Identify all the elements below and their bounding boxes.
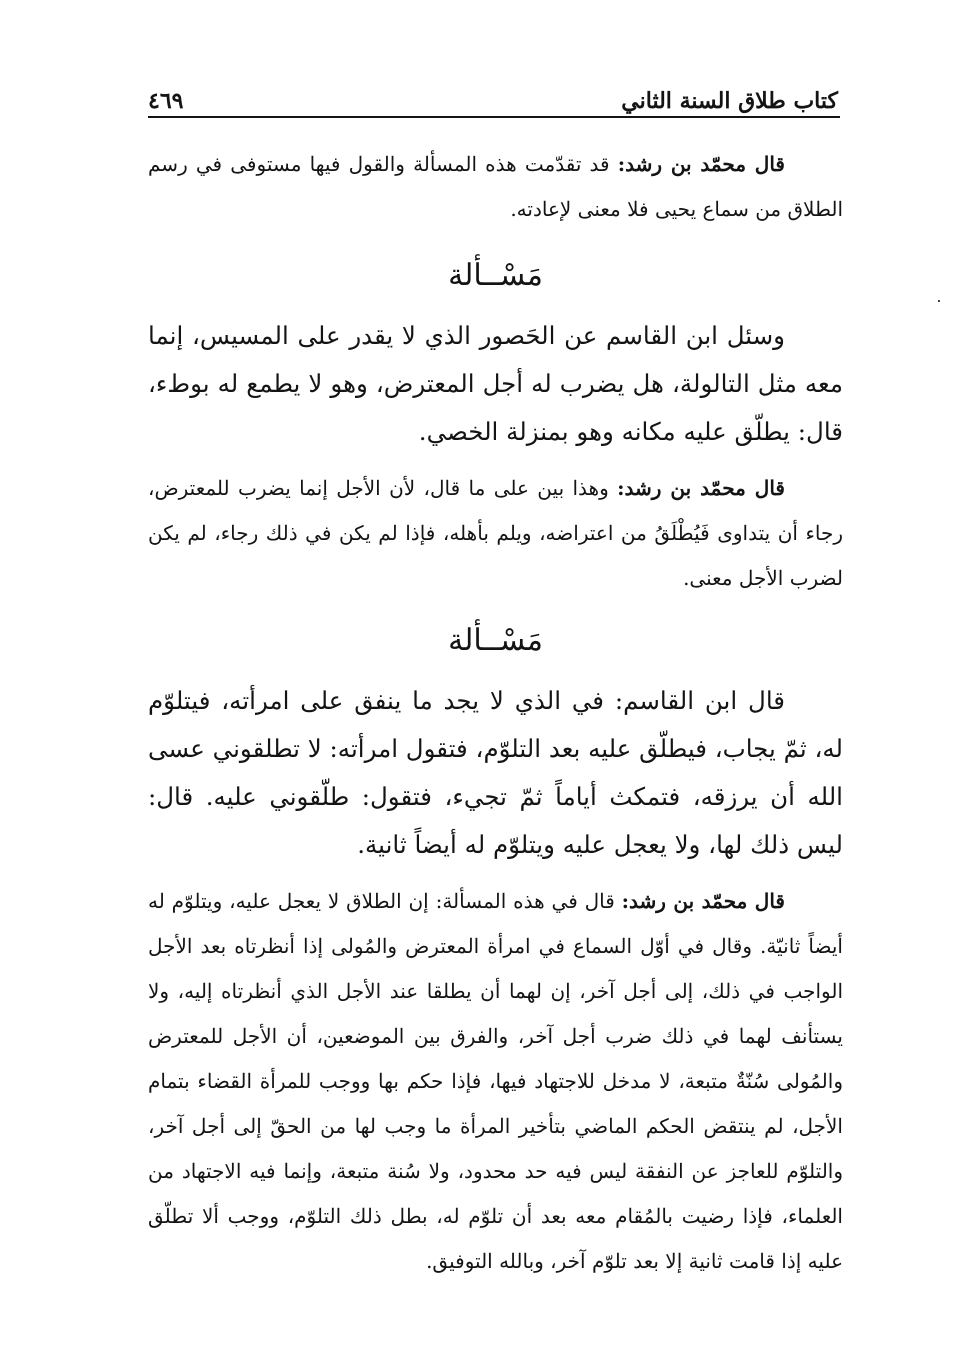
page-number: ٤٦٩ — [148, 88, 184, 114]
paragraph-text: وسئل ابن القاسم عن الحَصور الذي لا يقدر على المسيس، إنما معه مثل التالولة، هل يضرب له أجل المعترض، وهو لا يطمع له بوطء، قال: يطلّق عليه مكانه وهو بمنزلة الخصي. — [148, 321, 843, 446]
paragraph-question-1 — [148, 312, 843, 456]
paragraph-text: قال في هذه المسألة: إن الطلاق لا يعجل عليه، ويتلوّم له أيضاً ثانيّة. وقال في أوّل السماع في امرأة المعترض والمُولى إذا أنظرتاه بعد الأجل الواجب في ذلك، إلى أجل آخر، إن لهما أن يطلقا عند الأجل الذي أنظرتاه إليه، ولا يستأنف لهما في ذلك ضرب أجل آخر، والفرق بين الموضعين، أن الأجل للمعترض والمُولى سُنّةٌ متبعة، لا مدخل للاجتهاد فيها، فإذا حكم بها ووجب للمرأة القضاء بتمام الأجل، لم ينتقض الحكم الماضي بتأخير المرأة ما وجب لها من الحقّ إلى أجل آخر، والتلوّم للعاجز عن النفقة ليس فيه حد محدود، ولا سُنة متبعة، وإنما فيه الاجتهاد من العلماء، فإذا رضيت بالمُقام معه بعد أن تلوّم له، بطل ذلك التلوّم، ووجب ألا تطلّق عليه إذا قامت ثانية إلا بعد تلوّم آخر، وبالله التوفيق. — [148, 889, 843, 1273]
header-rule — [148, 116, 840, 118]
paragraph-question-2 — [148, 677, 843, 869]
paragraph-text: قد تقدّمت هذه المسألة والقول فيها مستوفى في رسم الطلاق من سماع يحيى فلا معنى لإعادته. — [148, 152, 843, 221]
paragraph-text: قال ابن القاسم: في الذي لا يجد ما ينفق على امرأته، فيتلوّم له، ثمّ يجاب، فيطلّق عليه بعد التلوّم، فتقول امرأته: لا تطلقوني عسى الله أن يرزقه، فتمكث أياماً ثمّ تجيء، فتقول: طلّقوني عليه. قال: ليس ذلك لها، ولا يعجل عليه ويتلوّم له أيضاً ثانية. — [148, 686, 843, 859]
page-body — [148, 142, 843, 1284]
section-heading-masala: مَسْــألة — [448, 258, 543, 293]
speaker-label: قال محمّد بن رشد: — [621, 889, 785, 913]
paragraph-commentary-1 — [148, 142, 843, 232]
speaker-label: قال محمّد بن رشد: — [617, 476, 785, 500]
scan-speck — [938, 300, 940, 302]
speaker-label: قال محمّد بن رشد: — [617, 152, 785, 176]
section-heading-masala: مَسْــألة — [448, 623, 543, 658]
paragraph-commentary-3 — [148, 879, 843, 1284]
paragraph-text: وهذا بين على ما قال، لأن الأجل إنما يضرب للمعترض، رجاء أن يتداوى فَيُطْلَقُ من اعتراضه، ويلم بأهله، فإذا لم يكن في ذلك رجاء، لم يكن لضرب الأجل معنى. — [148, 476, 843, 590]
paragraph-commentary-2 — [148, 466, 843, 601]
running-header — [148, 78, 838, 114]
book-title: كتاب طلاق السنة الثاني — [621, 88, 838, 114]
